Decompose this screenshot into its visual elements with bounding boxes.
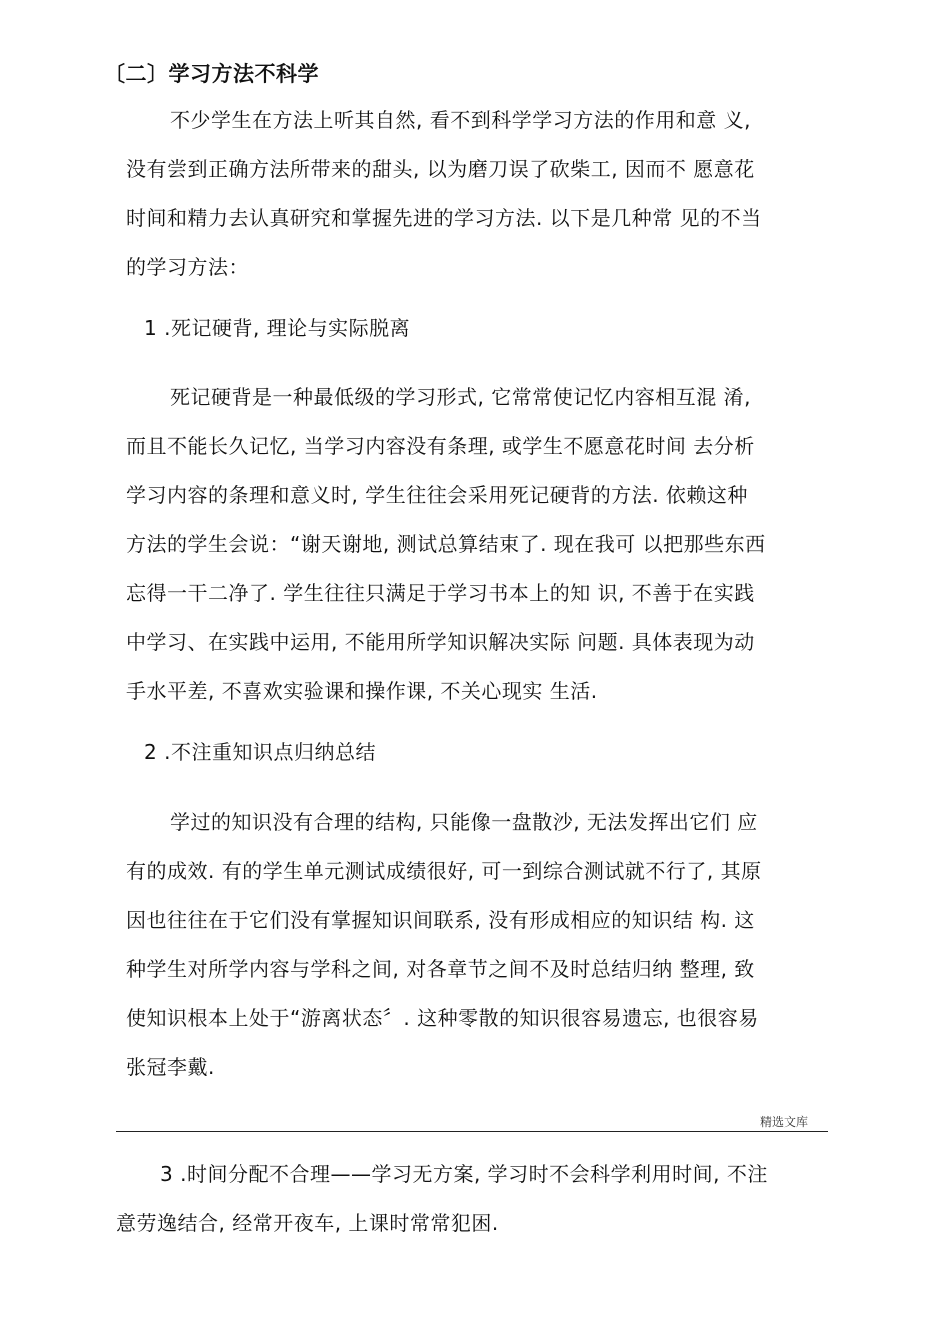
paragraph-line: 种学生对所学内容与学科之间, 对各章节之间不及时总结归纳 整理, 致 <box>126 957 755 981</box>
paragraph-line: 死记硬背是一种最低级的学习形式, 它常常使记忆内容相互混 淆, <box>170 385 751 409</box>
paragraph-line: 的学习方法： <box>126 255 249 279</box>
paragraph-line: 意劳逸结合, 经常开夜车, 上课时常常犯困. <box>116 1211 499 1235</box>
paragraph-line: 张冠李戴. <box>126 1055 215 1079</box>
footer-divider <box>116 1131 828 1132</box>
section-heading: 〔二〕学习方法不科学 <box>104 62 319 86</box>
item-1-title: 1 .死记硬背, 理论与实际脱离 <box>144 316 411 340</box>
paragraph-line: 而且不能长久记忆, 当学习内容没有条理, 或学生不愿意花时间 去分析 <box>126 434 755 458</box>
paragraph-line: 忘得一干二净了. 学生往往只满足于学习书本上的知 识, 不善于在实践 <box>126 581 755 605</box>
item-2-title: 2 .不注重知识点归纳总结 <box>144 740 376 764</box>
paragraph-line: 因也往往在于它们没有掌握知识间联系, 没有形成相应的知识结 构. 这 <box>126 908 755 932</box>
paragraph-line: 使知识根本上处于“游离状态〞. 这种零散的知识很容易遗忘, 也很容易 <box>126 1006 759 1030</box>
paragraph-line: 学过的知识没有合理的结构, 只能像一盘散沙, 无法发挥出它们 应 <box>170 810 758 834</box>
paragraph-line: 学习内容的条理和意义时, 学生往往会采用死记硬背的方法. 依赖这种 <box>126 483 748 507</box>
paragraph-line: 手水平差, 不喜欢实验课和操作课, 不关心现实 生活. <box>126 679 598 703</box>
paragraph-line: 不少学生在方法上听其自然, 看不到科学学习方法的作用和意 义, <box>170 108 751 132</box>
paragraph-line: 没有尝到正确方法所带来的甜头, 以为磨刀误了砍柴工, 因而不 愿意花 <box>126 157 755 181</box>
footer-label: 精选文库 <box>760 1115 809 1129</box>
paragraph-line: 有的成效. 有的学生单元测试成绩很好, 可一到综合测试就不行了, 其原 <box>126 859 762 883</box>
paragraph-line: 中学习、在实践中运用, 不能用所学知识解决实际 问题. 具体表现为动 <box>126 630 755 654</box>
paragraph-line: 3 .时间分配不合理——学习无方案, 学习时不会科学利用时间, 不注 <box>160 1162 768 1186</box>
paragraph-line: 时间和精力去认真研究和掌握先进的学习方法. 以下是几种常 见的不当 <box>126 206 762 230</box>
paragraph-line: 方法的学生会说：“谢天谢地, 测试总算结束了. 现在我可 以把那些东西 <box>126 532 766 556</box>
